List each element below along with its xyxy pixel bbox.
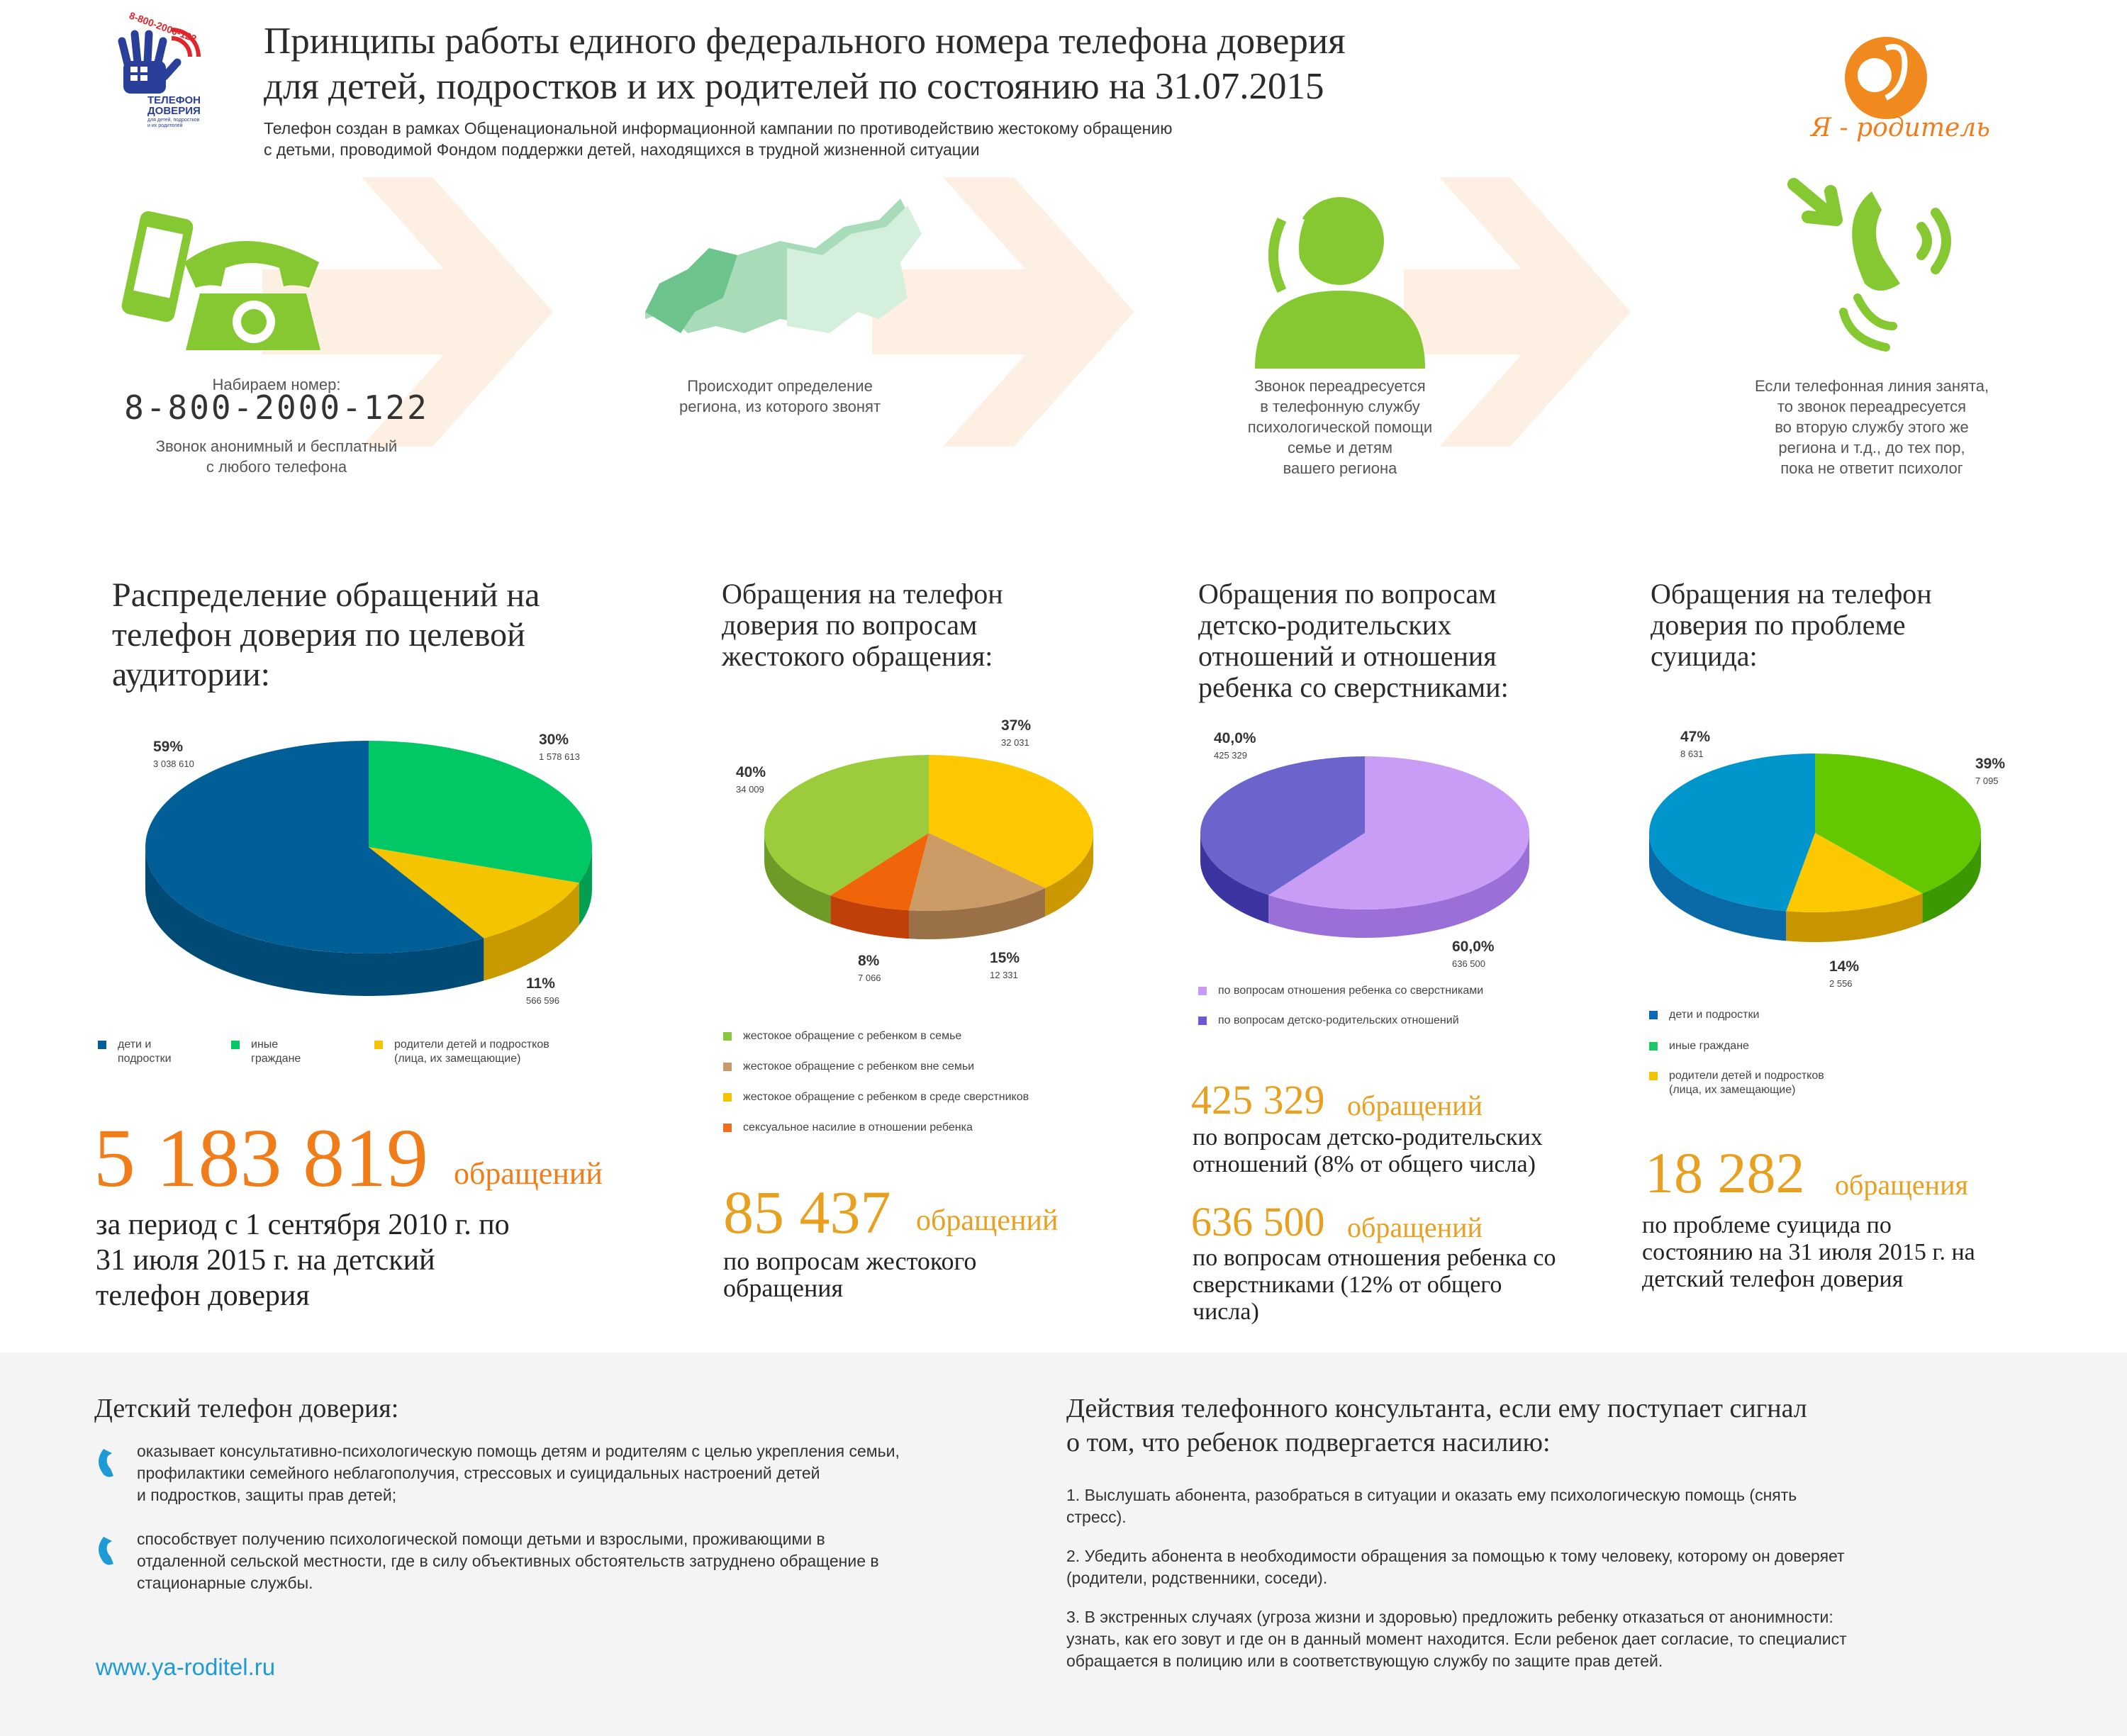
step1-text: Звонок анонимный и бесплатный с любого телефона: [155, 437, 398, 476]
phone-bullet-icon: [96, 1446, 122, 1479]
chart4-description: по проблеме суицида по состоянию на 31 июля 2015 г. на детский телефон доверия: [1642, 1212, 1975, 1292]
chart4-title: Обращения на телефон доверия по проблеме суицида:: [1651, 578, 1932, 672]
chart2-total-number: 85 437: [723, 1178, 891, 1246]
logo-helpline: [106, 9, 220, 128]
chart3-stat2-number: 636 500: [1191, 1199, 1325, 1245]
step3-text: Звонок переадресуется в телефонную службу психологической помощи семье и детям вашего региона: [1247, 377, 1433, 477]
chart3-label-peers: 60,0% 636 500: [1452, 939, 1495, 969]
chart1-total-unit: обращений: [454, 1156, 603, 1191]
chart3-label-parent-child: 40,0% 425 329: [1214, 730, 1256, 761]
helpline-heading: Детский телефон доверия:: [94, 1394, 399, 1423]
child-face-logo-icon: [1801, 28, 1971, 128]
chart2-pie: [752, 737, 1106, 964]
consultant-step-3: 3. В экстренных случаях (угроза жизни и здоровью) предложить ребенку отказаться от анонимности: узнать, как его зовут и где он в данный момент находится. Если ребенок дает согласие, то специалист обращается в полицию или в соответствующую службу по защите прав детей.: [1066, 1608, 1847, 1670]
chart2-title: Обращения на телефон доверия по вопросам жестокого обращения:: [722, 578, 1003, 672]
page-subtitle: Телефон создан в рамках Общенациональной информационной кампании по противодействию жестокому обращению с детьми, проводимой Фондом поддержки детей, находящихся в трудной жизненной ситуации: [264, 119, 1173, 159]
helpline-item-1: оказывает консультативно-психологическую помощь детям и родителям с целью укрепления семьи, профилактики семейного неблагополучия, стрессовых и суицидальных настроений детей и подростков, защиты прав детей;: [137, 1442, 900, 1504]
chart3-stat2-unit: обращений: [1347, 1211, 1483, 1243]
chart1-label-children: 59% 3 038 610: [153, 739, 194, 769]
russia-map-icon: [638, 191, 936, 369]
chart4-label-children: 47% 8 631: [1680, 729, 1711, 759]
chart1-description: за период с 1 сентября 2010 г. по 31 июля 2015 г. на детский телефон доверия: [96, 1209, 510, 1312]
chart3-stat2-description: по вопросам отношения ребенка со сверстниками (12% от общего числа): [1193, 1245, 1556, 1325]
step4-text: Если телефонная линия занята, то звонок переадресуется во вторую службу этого же региона и т.д., до тех пор, пока не ответит психолог: [1754, 377, 1989, 477]
logo-ya-roditel: [1801, 28, 1990, 156]
chart4-pie: [1645, 744, 1985, 957]
chart1-label-parents: 11% 566 596: [526, 975, 559, 1006]
step1-phone-number: 8-800-2000-122: [124, 388, 429, 427]
consultant-heading: Действия телефонного консультанта, если ему поступает сигнал о том, что ребенок подвергается насилию:: [1066, 1394, 1807, 1457]
consultant-step-2: 2. Убедить абонента в необходимости обращения за помощью к тому человеку, которому он доверяет (родители, родственники, соседи).: [1066, 1547, 1845, 1587]
chart1-label-others: 30% 1 578 613: [539, 732, 580, 762]
chart4-label-others: 39% 7 095: [1975, 756, 2006, 786]
logo-ya-roditel-text: Я - родитель: [1811, 113, 1990, 142]
chart3-stat1-number: 425 329: [1191, 1077, 1325, 1123]
chart2-label-outside-family: 15% 12 331: [990, 950, 1020, 980]
logo-text: ТЕЛЕФОН ДОВЕРИЯ: [147, 94, 201, 117]
chart3-title: Обращения по вопросам детско-родительских отношений и отношения ребенка со сверстниками:: [1198, 578, 1509, 703]
call-redirect-icon: [1780, 170, 1964, 354]
chart3-pie: [1198, 744, 1531, 957]
chart4-total-unit: обращения: [1835, 1169, 1968, 1201]
chart3-stat1-unit: обращений: [1347, 1090, 1483, 1121]
helpline-item-2: способствует получению психологической помощи детьми и взрослыми, проживающими в отдаленной сельской местности, где в силу объективных обстоятельств затруднено обращение в стационарные службы.: [137, 1530, 879, 1592]
telephone-icon: [121, 206, 347, 362]
chart2-label-peers: 37% 32 031: [1001, 717, 1032, 748]
chart1-title: Распределение обращений на телефон доверия по целевой аудитории:: [112, 576, 540, 693]
logo-phone: 8-800-2000-122: [128, 9, 199, 45]
chart2-label-family: 40% 34 009: [736, 764, 766, 795]
chart2-label-sexual: 8% 7 066: [858, 953, 881, 983]
chart2-total-unit: обращений: [916, 1204, 1059, 1237]
phone-bullet-icon: [96, 1534, 122, 1567]
step2-text: Происходит определение региона, из которого звонят: [679, 377, 881, 415]
logo-subtext: для детей, подростков и их родителей: [147, 118, 200, 128]
chart4-label-parents: 14% 2 556: [1829, 958, 1860, 989]
psychologist-icon: [1248, 191, 1432, 369]
chart2-description: по вопросам жестокого обращения: [723, 1247, 977, 1302]
chart4-total-number: 18 282: [1645, 1141, 1805, 1205]
chart1-total-number: 5 183 819: [94, 1111, 428, 1204]
website-link[interactable]: www.ya-roditel.ru: [96, 1654, 276, 1680]
page-title: Принципы работы единого федерального номера телефона доверия для детей, подростков и их родителей по состоянию на 31.07.2015: [264, 21, 1346, 107]
consultant-step-1: 1. Выслушать абонента, разобраться в ситуации и оказать ему психологическую помощь (снять стресс).: [1066, 1486, 1797, 1526]
step1-caption: Набираем номер:: [212, 376, 341, 393]
chart3-stat1-description: по вопросам детско-родительских отношений (8% от общего числа): [1193, 1124, 1543, 1177]
